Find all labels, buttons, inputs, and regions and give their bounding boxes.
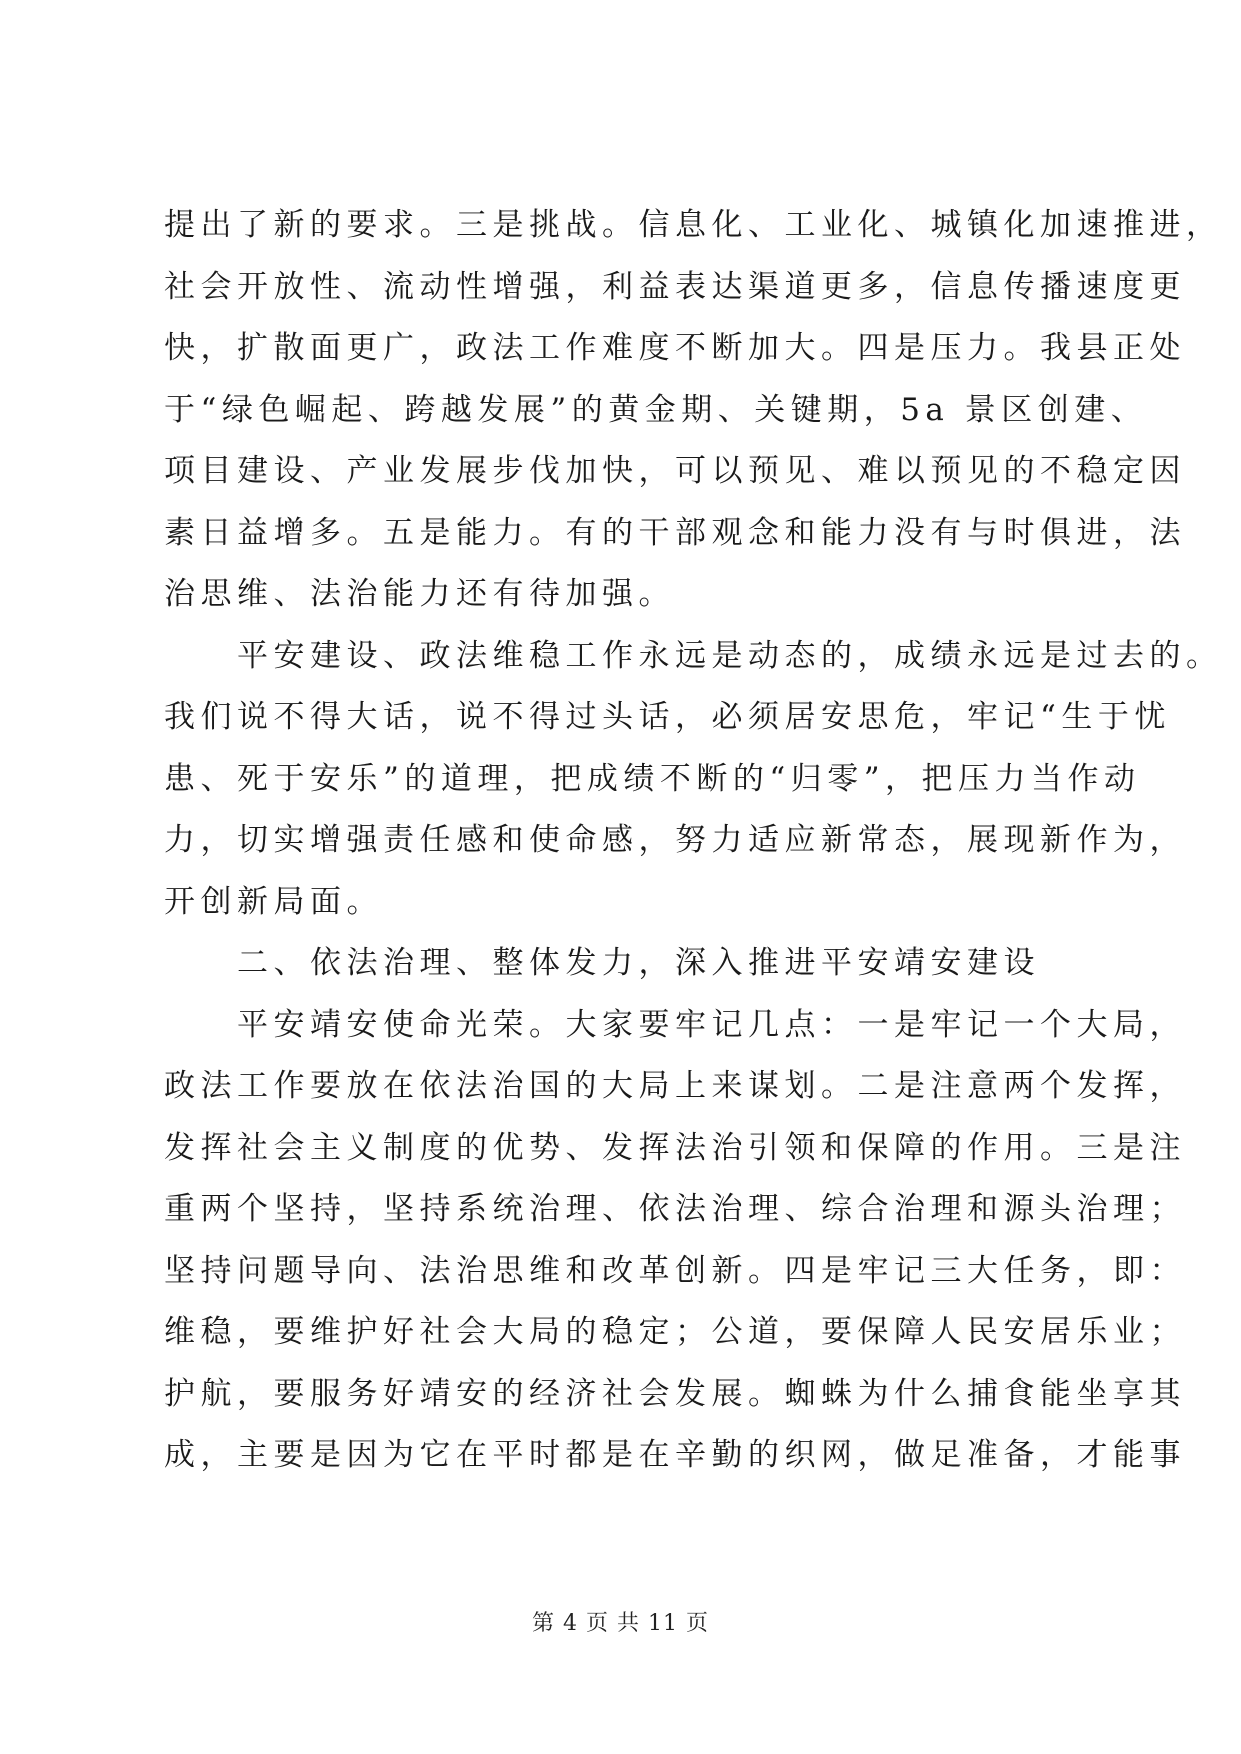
text-line: 于“绿色崛起、跨越发展”的黄金期、关键期，5a 景区创建、 — [164, 391, 1148, 428]
text-line: 社会开放性、流动性增强，利益表达渠道更多，信息传播速度更 — [164, 268, 1186, 305]
text-line: 发挥社会主义制度的优势、发挥法治引领和保障的作用。三是注 — [164, 1129, 1186, 1166]
text-line: 维稳，要维护好社会大局的稳定；公道，要保障人民安居乐业； — [164, 1314, 1186, 1350]
text-line: 成，主要是因为它在平时都是在辛勤的织网，做足准备，才能事 — [164, 1437, 1186, 1473]
text-line: 治思维、法治能力还有待加强。 — [164, 576, 675, 612]
text-line: 快，扩散面更广，政法工作难度不断加大。四是压力。我县正处 — [164, 330, 1186, 366]
page-number-footer: 第 4 页 共 11 页 — [532, 1611, 709, 1636]
text-line: 提出了新的要求。三是挑战。信息化、工业化、城镇化加速推进， — [164, 207, 1223, 243]
text-line: 项目建设、产业发展步伐加快，可以预见、难以预见的不稳定因 — [164, 453, 1186, 489]
section-heading: 二、依法治理、整体发力，深入推进平安靖安建设 — [164, 945, 1040, 981]
text-line: 平安建设、政法维稳工作永远是动态的，成绩永远是过去的。 — [164, 637, 1223, 674]
text-line: 护航，要服务好靖安的经济社会发展。蜘蛛为什么捕食能坐享其 — [164, 1375, 1186, 1412]
text-line: 重两个坚持，坚持系统治理、依法治理、综合治理和源头治理； — [164, 1191, 1186, 1227]
text-line: 平安靖安使命光荣。大家要牢记几点：一是牢记一个大局， — [164, 1006, 1186, 1043]
text-line: 政法工作要放在依法治国的大局上来谋划。二是注意两个发挥， — [164, 1068, 1186, 1104]
text-line: 素日益增多。五是能力。有的干部观念和能力没有与时俱进，法 — [164, 514, 1186, 551]
text-line: 我们说不得大话，说不得过头话，必须居安思危，牢记“生于忧 — [164, 699, 1171, 735]
text-line: 力，切实增强责任感和使命感，努力适应新常态，展现新作为， — [164, 822, 1186, 858]
body-text — [164, 195, 1223, 1487]
text-line: 开创新局面。 — [164, 883, 383, 920]
text-line: 坚持问题导向、法治思维和改革创新。四是牢记三大任务，即： — [164, 1252, 1186, 1289]
text-line: 患、死于安乐”的道理，把成绩不断的“归零”，把压力当作动 — [164, 760, 1141, 797]
